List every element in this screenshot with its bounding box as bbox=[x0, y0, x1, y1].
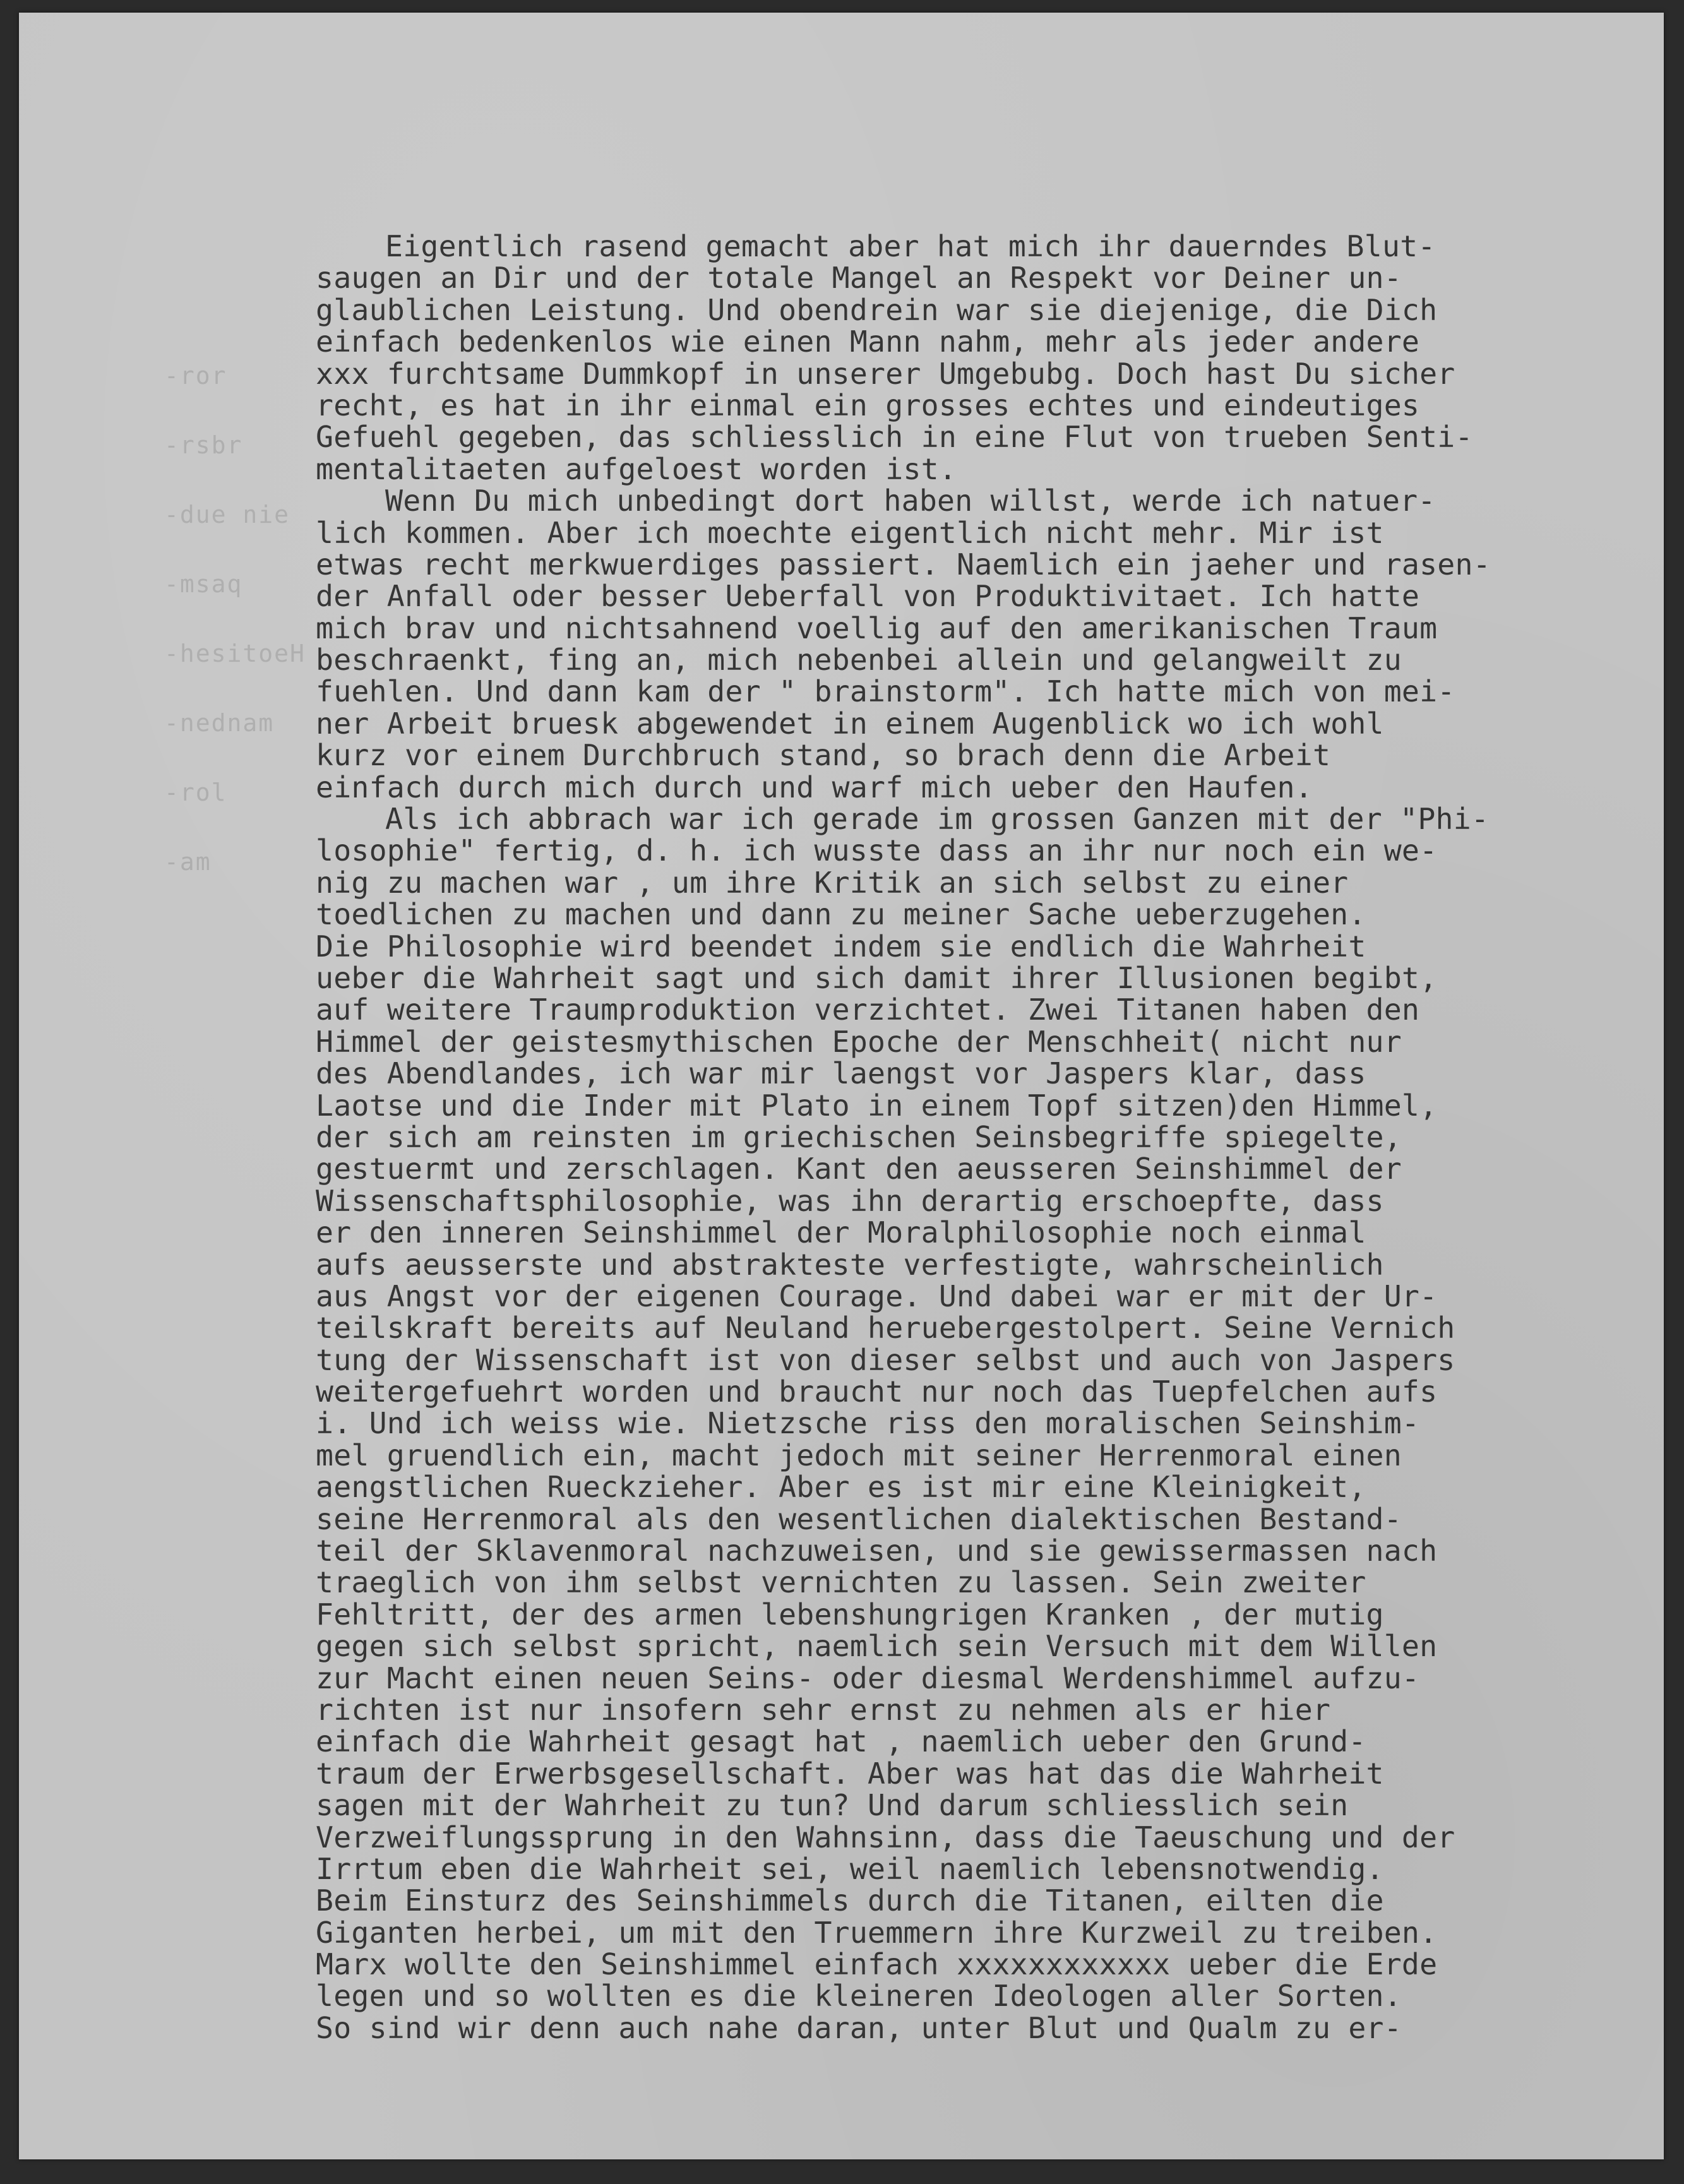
text-line: zur Macht einen neuen Seins- oder diesmal Werdenshimmel aufzu- bbox=[316, 1661, 1420, 1695]
paragraph-first-line: Eigentlich rasend gemacht aber hat mich ihr dauerndes Blut- bbox=[385, 229, 1436, 263]
text-line: mentalitaeten aufgeloest worden ist. bbox=[316, 451, 957, 486]
text-line: saugen an Dir und der totale Mangel an Respekt vor Deiner un- bbox=[316, 261, 1402, 295]
text-line: losophie" fertig, d. h. ich wusste dass an ihr nur noch ein we- bbox=[316, 833, 1438, 868]
text-line: weitergefuehrt worden und braucht nur noch das Tuepfelchen aufs bbox=[316, 1375, 1438, 1409]
paragraph-first-line: Als ich abbrach war ich gerade im grossen Ganzen mit der "Phi- bbox=[385, 802, 1490, 837]
bleed-through-fragment: -am bbox=[164, 848, 212, 876]
text-line: mich brav und nichtsahnend voellig auf den amerikanischen Traum bbox=[316, 611, 1438, 645]
text-line: Gefuehl gegeben, das schliesslich in eine Flut von trueben Senti- bbox=[316, 420, 1473, 455]
text-line: Die Philosophie wird beendet indem sie endlich die Wahrheit bbox=[316, 929, 1366, 964]
text-line: traeglich von ihm selbst vernichten zu lassen. Sein zweiter bbox=[316, 1565, 1366, 1600]
paragraph-first-line: Wenn Du mich unbedingt dort haben willst, werde ich natuer- bbox=[385, 484, 1436, 518]
text-line: beschraenkt, fing an, mich nebenbei allein und gelangweilt zu bbox=[316, 643, 1402, 677]
text-line: aengstlichen Rueckzieher. Aber es ist mir eine Kleinigkeit, bbox=[316, 1470, 1366, 1505]
text-line: einfach die Wahrheit gesagt hat , naemlich ueber den Grund- bbox=[316, 1724, 1366, 1759]
text-line: recht, es hat in ihr einmal ein grosses echtes und eindeutiges bbox=[316, 388, 1420, 422]
text-line: Verzweiflungssprung in den Wahnsinn, dass die Taeuschung und der bbox=[316, 1820, 1455, 1854]
text-line: So sind wir denn auch nahe daran, unter Blut und Qualm zu er- bbox=[316, 2010, 1402, 2045]
text-line: tung der Wissenschaft ist von dieser selbst und auch von Jaspers bbox=[316, 1342, 1455, 1377]
text-line: kurz vor einem Durchbruch stand, so brach denn die Arbeit bbox=[316, 738, 1331, 773]
bleed-through-fragment: -due nie bbox=[164, 501, 290, 528]
text-line: des Abendlandes, ich war mir laengst vor Jaspers klar, dass bbox=[316, 1056, 1366, 1091]
text-line: einfach bedenkenlos wie einen Mann nahm, mehr als jeder andere bbox=[316, 325, 1420, 359]
text-line: richten ist nur insofern sehr ernst zu nehmen als er hier bbox=[316, 1692, 1331, 1727]
text-line: traum der Erwerbsgesellschaft. Aber was hat das die Wahrheit bbox=[316, 1756, 1384, 1791]
text-line: xxx furchtsame Dummkopf in unserer Umgebubg. Doch hast Du sicher bbox=[316, 356, 1455, 391]
bleed-through-fragment: -ror bbox=[164, 362, 227, 390]
text-line: er den inneren Seinshimmel der Moralphilosophie noch einmal bbox=[316, 1215, 1366, 1250]
text-line: glaublichen Leistung. Und obendrein war sie diejenige, die Dich bbox=[316, 292, 1438, 327]
text-line: Giganten herbei, um mit den Truemmern ihre Kurzweil zu treiben. bbox=[316, 1915, 1438, 1950]
text-line: Marx wollte den Seinshimmel einfach xxxxxxxxxxxx ueber die Erde bbox=[316, 1947, 1438, 1982]
text-line: fuehlen. Und dann kam der " brainstorm". Ich hatte mich von mei- bbox=[316, 674, 1455, 709]
text-line: mel gruendlich ein, macht jedoch mit seiner Herrenmoral einen bbox=[316, 1438, 1402, 1472]
text-line: Beim Einsturz des Seinshimmels durch die Titanen, eilten die bbox=[316, 1883, 1384, 1918]
text-line: auf weitere Traumproduktion verzichtet. Zwei Titanen haben den bbox=[316, 993, 1420, 1027]
bleed-through-text bbox=[164, 341, 309, 897]
text-line: gestuermt und zerschlagen. Kant den aeusseren Seinshimmel der bbox=[316, 1152, 1402, 1186]
text-line: aufs aeusserste und abstrakteste verfestigte, wahrscheinlich bbox=[316, 1247, 1384, 1282]
text-line: Wissenschaftsphilosophie, was ihn derartig erschoepfte, dass bbox=[316, 1183, 1384, 1218]
text-line: einfach durch mich durch und warf mich ueber den Haufen. bbox=[316, 770, 1313, 804]
text-line: Himmel der geistesmythischen Epoche der Menschheit( nicht nur bbox=[316, 1024, 1402, 1059]
text-line: Laotse und die Inder mit Plato in einem Topf sitzen)den Himmel, bbox=[316, 1088, 1438, 1123]
typewritten-page bbox=[19, 13, 1664, 2159]
text-line: legen und so wollten es die kleineren Ideologen aller Sorten. bbox=[316, 1979, 1402, 2014]
text-line: Fehltritt, der des armen lebenshungrigen Kranken , der mutig bbox=[316, 1597, 1384, 1632]
bleed-through-fragment: -rol bbox=[164, 779, 227, 806]
text-line: sagen mit der Wahrheit zu tun? Und darum schliesslich sein bbox=[316, 1788, 1349, 1823]
text-line: teilskraft bereits auf Neuland heruebergestolpert. Seine Vernich bbox=[316, 1311, 1455, 1346]
text-line: nig zu machen war , um ihre Kritik an sich selbst zu einer bbox=[316, 865, 1349, 900]
text-line: der sich am reinsten im griechischen Seinsbegriffe spiegelte, bbox=[316, 1119, 1402, 1154]
text-line: teil der Sklavenmoral nachzuweisen, und sie gewissermassen nach bbox=[316, 1534, 1438, 1568]
text-line: etwas recht merkwuerdiges passiert. Naemlich ein jaeher und rasen- bbox=[316, 547, 1491, 582]
bleed-through-fragment: -nednam bbox=[164, 709, 275, 737]
text-line: ueber die Wahrheit sagt und sich damit ihrer Illusionen begibt, bbox=[316, 960, 1438, 995]
text-line: der Anfall oder besser Ueberfall von Produktivitaet. Ich hatte bbox=[316, 579, 1420, 614]
letter-body bbox=[316, 230, 1604, 2044]
bleed-through-fragment: -hesitoeH bbox=[164, 640, 306, 667]
text-line: Irrtum eben die Wahrheit sei, weil naemlich lebensnotwendig. bbox=[316, 1851, 1384, 1886]
text-line: lich kommen. Aber ich moechte eigentlich nicht mehr. Mir ist bbox=[316, 515, 1384, 550]
text-line: toedlichen zu machen und dann zu meiner Sache ueberzugehen. bbox=[316, 897, 1366, 932]
bleed-through-fragment: -msaq bbox=[164, 570, 243, 598]
text-line: i. Und ich weiss wie. Nietzsche riss den moralischen Seinshim- bbox=[316, 1406, 1420, 1441]
text-line: gegen sich selbst spricht, naemlich sein Versuch mit dem Willen bbox=[316, 1629, 1438, 1664]
text-line: ner Arbeit bruesk abgewendet in einem Augenblick wo ich wohl bbox=[316, 706, 1384, 741]
bleed-through-fragment: -rsbr bbox=[164, 431, 243, 459]
text-line: aus Angst vor der eigenen Courage. Und dabei war er mit der Ur- bbox=[316, 1279, 1438, 1313]
text-line: seine Herrenmoral als den wesentlichen dialektischen Bestand- bbox=[316, 1501, 1402, 1536]
